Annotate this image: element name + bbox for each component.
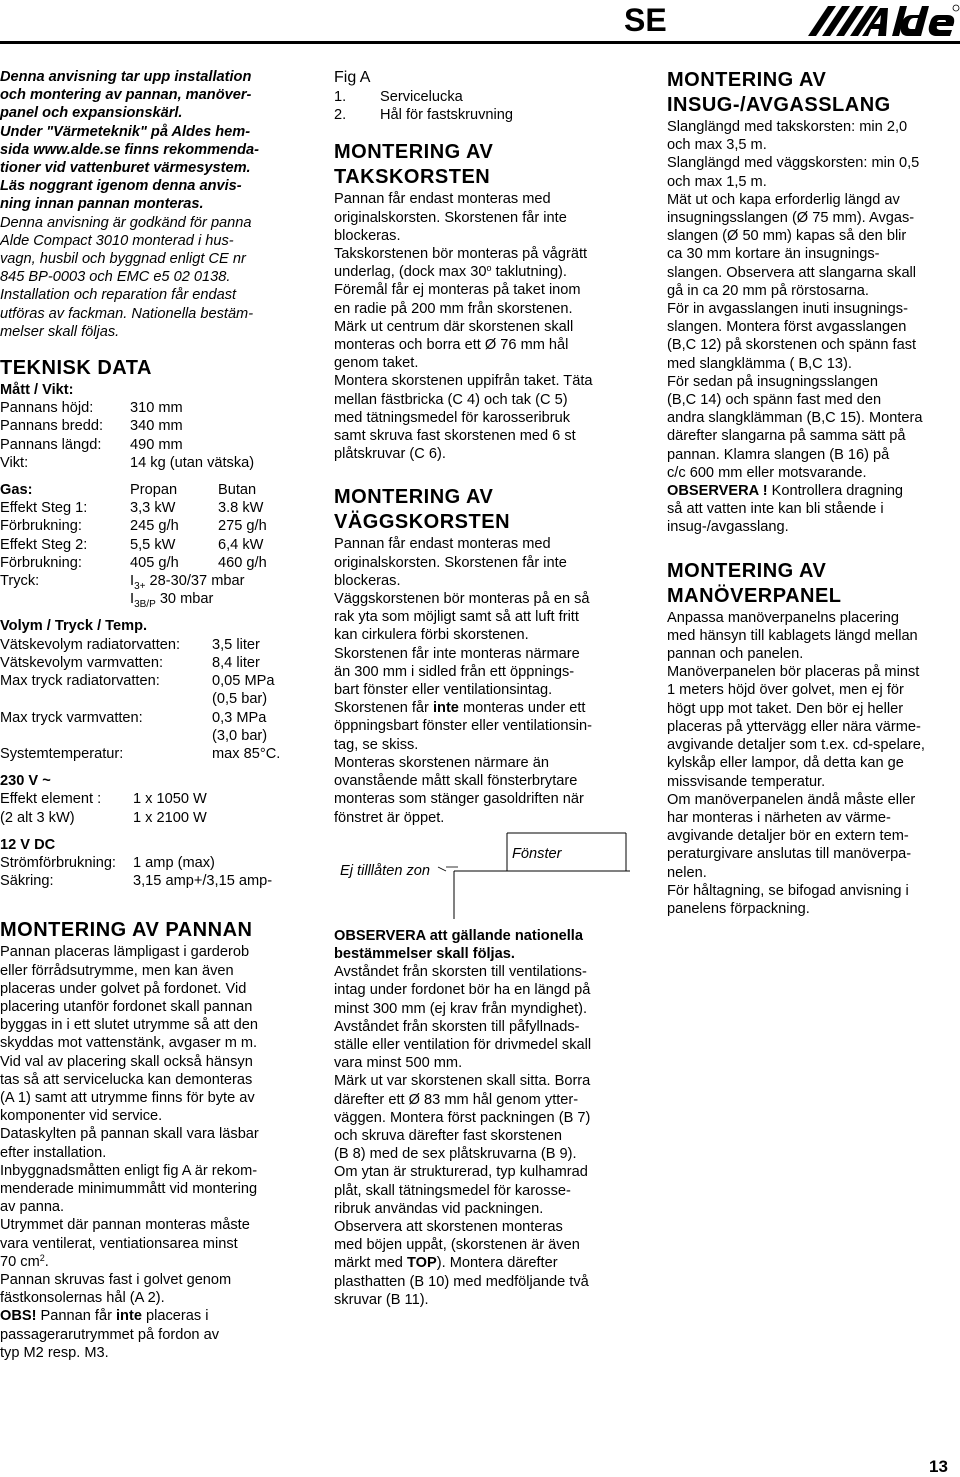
text-line: pannan. Klamra slangen (B 16) på (667, 446, 890, 463)
text-line: Dataskylten på pannan skall vara läsbar (0, 1126, 259, 1143)
text-line: vagn, husbil och byggnad enligt CE nr (0, 251, 246, 268)
text-line: slangen. Montera först avgasslangen (667, 319, 907, 336)
mount-boiler-text-2 (0, 1271, 300, 1307)
text-line: (B,C 12) på skorstenen och spänn fast (667, 337, 917, 354)
text-line: Avståndet från skorsten till ventilations- (334, 964, 587, 981)
v230-heading: 230 V ~ (0, 773, 51, 790)
dims-cell-value: 14 kg (utan vätska) (130, 454, 255, 471)
text-line: högt upp mot taket. Den bör ej heller (667, 700, 904, 717)
text-line: menderade minimummått vid montering (0, 1180, 258, 1197)
text-line: Denna anvisning tar upp installation (0, 69, 252, 85)
v230-cell-label: Effekt element : (0, 791, 102, 808)
text-line: 845 BP-0003 och EMC e5 02 0138. (0, 269, 231, 286)
text-line: samt skruva fast skorstenen med 6 st (334, 428, 576, 445)
gas-cell-butan: 3.8 kW (218, 500, 264, 517)
volume-cell-label: Max tryck varmvatten: (0, 709, 143, 726)
text-line: Skorstenen får inte monteras närmare (334, 645, 580, 662)
v230-cell-value: 1 x 1050 W (133, 791, 207, 808)
text-line: c/c 600 mm eller motsvarande. (667, 464, 867, 481)
text-line: Pannan får endast monteras med (334, 191, 551, 208)
intro-bold-text (0, 68, 300, 214)
gas-cell-propan: 3,3 kW (130, 500, 176, 517)
gas-heading: Gas: (0, 482, 33, 499)
text-line: Pannan skruvas fast i golvet genom (0, 1271, 232, 1288)
text-line: typ M2 resp. M3. (0, 1344, 109, 1361)
volume-cell-value: (3,0 bar) (212, 727, 268, 744)
figure-legend-text: Hål för fastskruvning (380, 107, 514, 124)
dims-cell-value: 340 mm (130, 418, 183, 435)
text-line: byggas in i ett slutet utrymme så att den (0, 1017, 258, 1034)
text-line: Slanglängd med väggskorsten: min 0,5 (667, 155, 920, 172)
volume-cell-value: 3,5 liter (212, 636, 260, 653)
text-line: ovanstående mått skall fönsterbrytare (334, 773, 578, 790)
dims-heading: Mått / Vikt: (0, 382, 74, 399)
v230-table (0, 790, 300, 826)
text-line: Avståndet från skorsten till påfyllnads- (334, 1018, 580, 1035)
pressure-value-1: $I_{3+}$ 28-30/37 mbar (130, 573, 245, 593)
obs-text (0, 1326, 300, 1362)
panel-text (667, 609, 957, 918)
panel-heading-1: MONTERING AV (667, 559, 827, 582)
hose-text-2 (667, 500, 957, 536)
text-line: med hänsyn till kablagets längd mellan (667, 627, 918, 644)
ventilation-area: 70 $cm^2$. (0, 1252, 49, 1270)
language-code: SE (624, 2, 667, 38)
column-middle (334, 68, 630, 1309)
text-line: blockeras. (334, 572, 401, 589)
gas-cell-butan: 6,4 kW (218, 536, 264, 553)
volume-heading: Volym / Tryck / Temp. (0, 618, 148, 635)
text-line: så att vatten inte kan bli stående i (667, 501, 884, 518)
text-line: rak yta som möjligt samt så att luft fritt (334, 609, 579, 626)
text-line: Installation och reparation får endast (0, 287, 237, 304)
text-line: eller förrådsutrymme, men kan även (0, 962, 234, 979)
roof-chimney-text (334, 190, 630, 263)
gas-table (0, 499, 300, 572)
hose-heading-1: MONTERING AV (667, 69, 827, 91)
text-line: blockeras. (334, 227, 401, 244)
text-line: en radie på 200 mm från skorstenen. (334, 300, 573, 317)
text-line: Under "Värmeteknik" på Aldes hem- (0, 123, 251, 140)
figure-legend-item (334, 106, 630, 124)
roof-chimney-text-2 (334, 281, 630, 463)
text-line: väggen. Montera först packningen (B 7) (334, 1109, 591, 1126)
text-line: monteras och borra ett Ø 76 mm hål (334, 337, 569, 354)
text-line: mellan fästbricka (C 4) och tak (C 5) (334, 391, 568, 408)
wall-chimney-heading-2: VÄGGSKORSTEN (334, 511, 511, 534)
volume-cell-label (0, 727, 212, 745)
volume-cell-label: Vätskevolym radiatorvatten: (0, 636, 181, 653)
text-line: Slanglängd med takskorsten: min 2,0 (667, 119, 908, 135)
volume-cell-value: 8,4 liter (212, 654, 260, 671)
text-line: placeras på yttervägg eller nära värme- (667, 718, 921, 735)
text-line: bestämmelser skall följas. (334, 945, 515, 962)
text-line: missvisande temperatur. (667, 773, 826, 790)
wall-chimney-heading-1: MONTERING AV (334, 486, 494, 509)
text-line: och montering av pannan, manöver- (0, 87, 252, 104)
text-line: avgivande detaljer bör en extern tem- (667, 828, 909, 845)
gas-cell-label: Effekt Steg 1: (0, 500, 88, 517)
text-line: monteras som stänger gasoldriften när (334, 791, 584, 808)
pressure-label: Tryck: (0, 573, 40, 590)
gas-cell-propan: 405 g/h (130, 554, 179, 571)
text-line: Mät ut och kapa erforderlig längd av (667, 191, 900, 208)
text-line: placeras under golvet på fordonet. Vid (0, 980, 247, 997)
text-line: öppningsbart fönster eller ventilationsin- (334, 718, 592, 735)
text-line: slangen. Observera att slangarna skall (667, 264, 917, 281)
figure-legend-num: 2. (334, 107, 347, 124)
text-line: Anpassa manöverpanelns placering (667, 609, 900, 626)
gas-cell-butan: 275 g/h (218, 518, 267, 535)
gas-cell-label: Förbrukning: (0, 554, 82, 571)
text-line: För håltagning, se bifogad anvisning i (667, 882, 909, 899)
text-line: Märk ut centrum där skorstenen skall (334, 318, 574, 335)
text-line: kan cirkulera förbi skorstenen. (334, 627, 529, 644)
text-line: komponenter vid service. (0, 1108, 163, 1125)
wall-chimney-cap-text (334, 1273, 630, 1309)
text-line: kylskåp eller lampor, då detta kan ge (667, 755, 904, 772)
text-line: tioner vid vattenburet värmesystem. (0, 160, 251, 177)
wall-chimney-text (334, 535, 630, 699)
wall-inte-line: Skorstenen får inte monteras under ett (334, 700, 586, 717)
figure-heading: Fig A (334, 69, 371, 86)
text-line: intag under fordonet bör ha en längd på (334, 982, 591, 999)
text-line: därefter ett Ø 83 mm hål genom ytter- (334, 1091, 579, 1108)
wall-chimney-distance-text (334, 963, 630, 1254)
text-line: Denna anvisning är godkänd för panna (0, 214, 252, 231)
gas-cell-propan: 245 g/h (130, 518, 179, 535)
page-header (0, 0, 960, 41)
figure-legend-item (334, 88, 630, 106)
gas-col-butan: Butan (218, 482, 257, 499)
hose-heading-2: INSUG-/AVGASSLANG (667, 94, 891, 116)
text-line: har monteras i närheten av värme- (667, 809, 891, 826)
v12-cell-value: 3,15 amp+/3,15 amp- (133, 873, 273, 890)
text-line: ställe eller ventilation för drivmedel skall (334, 1036, 592, 1053)
text-line: panel och expansionskärl. (0, 105, 183, 122)
text-line: insugningsslangen (Ø 75 mm). Avgas- (667, 210, 915, 227)
text-line: pannan och panelen. (667, 646, 804, 663)
roof-angle-line: underlag, (dock max 30$^o$ taklutning). (334, 263, 567, 281)
volume-cell-value: 0,05 MPa (212, 673, 275, 690)
text-line: minst 300 mm (ej krav från myndighet). (334, 1000, 588, 1017)
text-line: ribruk användas vid packningen. (334, 1200, 544, 1217)
text-line: (A 1) samt att utrymme finns för byte av (0, 1089, 255, 1106)
text-line: än 300 mm i sidled från ett öppnings- (334, 663, 575, 680)
pressure-value-2: $I_{3B/P}$ 30 mbar (130, 591, 214, 611)
text-line: Inbyggnadsmåtten enligt fig A är rekom- (0, 1162, 258, 1179)
roof-chimney-heading-1: MONTERING AV (334, 141, 494, 164)
text-line: med böjen uppåt, (skorstenen är även (334, 1237, 580, 1254)
figure-legend (334, 88, 630, 124)
text-line: tag, se skiss. (334, 736, 419, 753)
text-line: utföras av fackman. Nationella bestäm- (0, 305, 254, 322)
v12-heading: 12 V DC (0, 836, 56, 853)
text-line: originalskorsten. Skorstenen får inte (334, 209, 567, 226)
dims-cell-value: 310 mm (130, 400, 183, 417)
figure-legend-text: Servicelucka (380, 89, 463, 105)
text-line: bart fönster eller ventilationsintag. (334, 682, 553, 699)
sketch-zone-label: Ej tilllåten zon (340, 862, 431, 879)
national-rules-note (334, 927, 630, 963)
volume-cell-value: (0,5 bar) (212, 691, 268, 708)
hose-text (667, 118, 957, 482)
hose-obs-line: OBSERVERA ! Kontrollera dragning (667, 483, 904, 500)
text-line: och skruva därefter fast skorstenen (334, 1127, 562, 1144)
column-right (667, 68, 957, 918)
volume-table (0, 636, 300, 763)
v12-table (0, 854, 300, 890)
text-line: fönstret är öppet. (334, 809, 445, 826)
v230-cell-value: 1 x 2100 W (133, 809, 207, 826)
text-line: Märk ut var skorstenen skall sitta. Borra (334, 1073, 591, 1090)
mount-boiler-text (0, 943, 300, 1252)
text-line: avgivande detaljer som t.ex. cd-spelare, (667, 737, 925, 754)
v230-cell-label: (2 alt 3 kW) (0, 809, 75, 826)
volume-cell-label: Max tryck radiatorvatten: (0, 673, 160, 690)
gas-header-row (0, 481, 300, 499)
alde-logo (776, 3, 960, 39)
text-line: efter installation. (0, 1144, 107, 1161)
column-left (0, 68, 300, 1362)
text-line: Pannan placeras lämpligast i garderob (0, 944, 250, 961)
volume-cell-label: Vätskevolym varmvatten: (0, 654, 164, 671)
v12-cell-value: 1 amp (max) (133, 854, 215, 871)
text-line: Utrymmet där pannan monteras måste (0, 1217, 250, 1234)
text-line: Manöverpanelen bör placeras på minst (667, 664, 920, 681)
text-line: Föremål får ej monteras på taket inom (334, 282, 581, 299)
text-line: insug-/avgasslang. (667, 519, 789, 536)
text-line: Takskorstenen bör monteras på vågrätt (334, 246, 588, 263)
gas-cell-propan: 5,5 kW (130, 536, 176, 553)
text-line: genom taket. (334, 355, 419, 372)
text-line: (B,C 14) och spänn fast med den (667, 392, 882, 409)
text-line: sida www.alde.se finns rekommenda- (0, 141, 259, 158)
text-line: vara ventilerat, ventiationsarea minst (0, 1235, 238, 1252)
text-line: 1 meters höjd över golvet, men ej för (667, 682, 904, 699)
text-line: och max 3,5 m. (667, 137, 767, 154)
text-line: panelens förpackning. (667, 900, 810, 917)
text-line: vara minst 500 mm. (334, 1055, 463, 1072)
text-line: För in avgasslangen inuti insugnings- (667, 301, 908, 318)
text-line: med tätningsmedel för karosseribruk (334, 409, 571, 426)
panel-heading-2: MANÖVERPANEL (667, 584, 842, 607)
text-line: nelen. (667, 864, 707, 881)
text-line: plasthatten (B 10) med medföljande två (334, 1273, 589, 1290)
text-line: Läs noggrant igenom denna anvis- (0, 178, 242, 195)
mount-boiler-heading: MONTERING AV PANNAN (0, 919, 253, 942)
dims-table (0, 399, 300, 472)
page-number: 13 (929, 1457, 948, 1476)
gas-col-propan: Propan (130, 482, 178, 499)
text-line: Väggskorstenen bör monteras på en så (334, 591, 590, 608)
header-rule (0, 41, 960, 44)
volume-cell-label (0, 690, 212, 708)
text-line: gå in ca 20 mm på rörstosarna. (667, 282, 869, 299)
dims-cell-value: 490 mm (130, 436, 183, 453)
figure-legend-num: 1. (334, 89, 347, 105)
text-line: Om manöverpanelen ändå måste eller (667, 791, 916, 808)
text-line: Pannan får endast monteras med (334, 536, 551, 553)
text-line: ca 30 mm kortare än insugnings- (667, 246, 880, 263)
text-line: slangen (Ø 50 mm) kapas så den blir (667, 228, 907, 245)
text-line: fästkonsolernas hål (A 2). (0, 1290, 165, 1307)
text-line: andra slangklämman (B,C 15). Montera (667, 410, 923, 427)
gas-cell-label: Effekt Steg 2: (0, 536, 88, 553)
text-line: ning innan pannan monteras. (0, 196, 204, 213)
text-line: För sedan på insugningsslangen (667, 373, 878, 390)
gas-cell-label: Förbrukning: (0, 518, 82, 535)
obs-line: OBS! Pannan får inte placeras i (0, 1308, 209, 1325)
wall-chimney-text-2 (334, 717, 630, 826)
text-line: och max 1,5 m. (667, 173, 767, 190)
text-line: Vid val av placering skall också hänsyn (0, 1053, 253, 1070)
tech-data-heading: TEKNISK DATA (0, 357, 152, 380)
text-line: tas så att servicelucka kan demonteras (0, 1071, 253, 1088)
volume-cell-value: 0,3 MPa (212, 709, 267, 726)
text-line: passagerarutrymmet på fordon av (0, 1326, 220, 1343)
text-line: plåtskruvar (C 6). (334, 446, 446, 463)
volume-cell-value: max 85°C. (212, 745, 281, 762)
text-line: OBSERVERA att gällande nationella (334, 927, 583, 944)
text-line: skruvar (B 11). (334, 1291, 429, 1308)
dims-cell-label: Pannans bredd: (0, 418, 104, 435)
text-line: Observera att skorstenen monteras (334, 1218, 563, 1235)
text-line: Monteras skorstenen närmare än (334, 754, 549, 771)
text-line: peraturgivare anslutas till manöverpa- (667, 846, 912, 863)
text-line: (B 8) med de sex plåtskruvarna (B 9). (334, 1146, 577, 1163)
dims-cell-label: Vikt: (0, 454, 29, 471)
roof-chimney-heading-2: TAKSKORSTEN (334, 166, 491, 189)
text-line: därefter slangarna på samma sätt på (667, 428, 906, 445)
text-line: av panna. (0, 1199, 65, 1216)
dims-cell-label: Pannans höjd: (0, 400, 94, 417)
text-line: melser skall följas. (0, 323, 120, 340)
dims-cell-label: Pannans längd: (0, 436, 102, 453)
text-line: Om ytan är strukturerad, typ kulhamrad (334, 1164, 588, 1181)
top-mark-line: märkt med TOP). Montera därefter (334, 1255, 558, 1272)
window-zone-sketch (334, 831, 630, 921)
text-line: plåt, skall tätningsmedel för karosse- (334, 1182, 571, 1199)
text-line: Alde Compact 3010 monterad i hus- (0, 232, 234, 249)
text-line: originalskorsten. Skorstenen får inte (334, 554, 567, 571)
sketch-window-label: Fönster (512, 845, 562, 862)
volume-cell-label: Systemtemperatur: (0, 745, 124, 762)
intro-italic-text (0, 214, 300, 341)
text-line: placering utanför fordonet skall pannan (0, 998, 253, 1015)
text-line: Montera skorstenen uppifrån taket. Täta (334, 373, 593, 390)
pressure-row (0, 572, 300, 611)
gas-cell-butan: 460 g/h (218, 554, 267, 571)
text-line: skyddas mot vattenstänk, avgaser m m. (0, 1035, 258, 1052)
text-line: med slangklämma ( B,C 13). (667, 355, 852, 372)
v12-cell-label: Säkring: (0, 873, 54, 890)
v12-cell-label: Strömförbrukning: (0, 854, 116, 871)
